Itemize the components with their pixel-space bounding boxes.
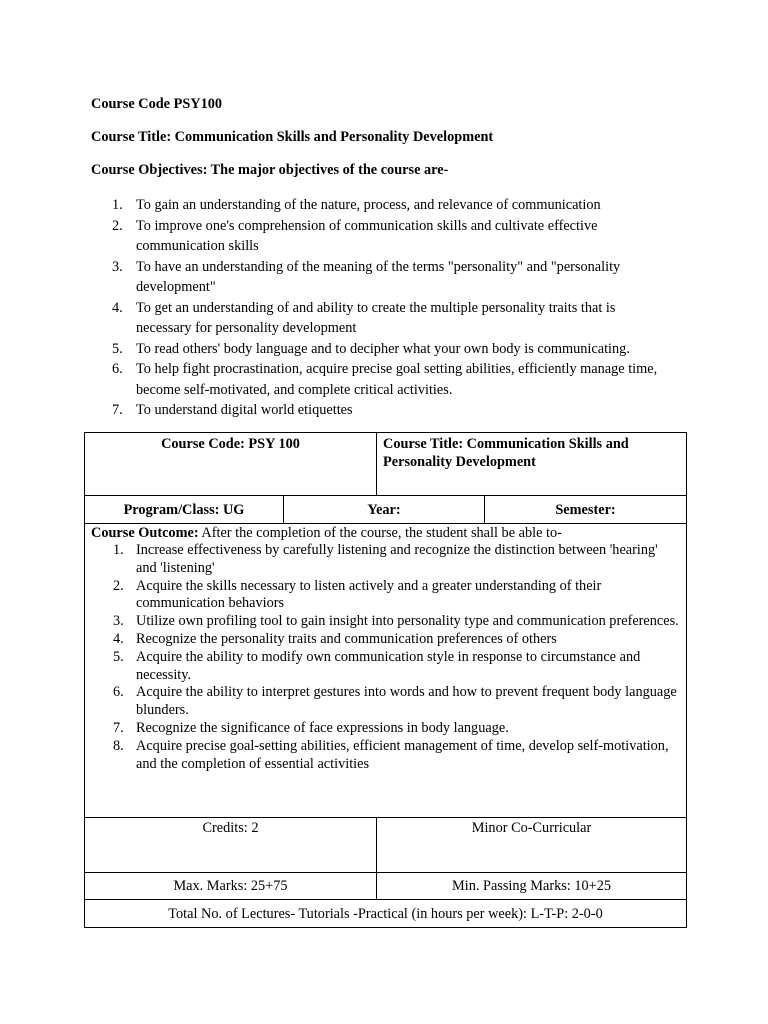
outcome-item — [91, 720, 680, 738]
objective-number: 6. — [112, 361, 123, 377]
outcome-item — [91, 613, 680, 631]
outcome-text: Acquire the skills necessary to listen actively and a greater understanding of their communication behaviors — [136, 577, 602, 612]
objective-item — [91, 298, 671, 339]
objective-number: 5. — [112, 340, 123, 357]
outcome-number: 7. — [113, 719, 124, 736]
course-code-heading: Course Code PSY100 — [91, 96, 223, 112]
outcome-item — [91, 542, 680, 578]
table-row — [85, 524, 687, 818]
outcomes-list — [91, 542, 680, 773]
objective-number: 7. — [112, 402, 123, 418]
year-cell: Year: — [284, 496, 485, 524]
outcome-text: Increase effectiveness by carefully listening and recognize the distinction between 'hearing' and 'listening' — [136, 542, 658, 576]
outcome-item — [91, 631, 680, 649]
credits-cell: Credits: 2 — [85, 818, 377, 873]
objective-item — [91, 195, 671, 216]
outcome-number: 3. — [113, 613, 124, 630]
outcome-number: 2. — [113, 577, 124, 594]
outcome-text: Recognize the personality traits and communication preferences of others — [136, 630, 557, 647]
table-row — [85, 900, 687, 928]
table-row — [85, 433, 687, 496]
objective-number: 1. — [112, 197, 123, 213]
table-course-title: Course Title: Communication Skills and Personality Development — [377, 433, 687, 496]
objective-item — [91, 400, 671, 421]
outcome-number: 1. — [113, 542, 124, 558]
course-objectives-heading: Course Objectives: The major objectives of the course are- — [91, 162, 449, 178]
course-outcome-intro-text: After the completion of the course, the student shall be able to- — [198, 525, 562, 541]
outcome-item — [91, 578, 680, 614]
table-row — [85, 873, 687, 900]
max-marks-cell: Max. Marks: 25+75 — [85, 873, 377, 900]
outcome-item — [91, 738, 680, 774]
objective-text: To help fight procrastination, acquire precise goal setting abilities, efficiently manage time, become self-motivated, and complete critical activities. — [136, 361, 658, 398]
outcome-text: Recognize the significance of face expressions in body language. — [136, 719, 509, 736]
objective-number: 2. — [112, 217, 123, 234]
objective-item — [91, 339, 671, 360]
outcome-text: Acquire precise goal-setting abilities, efficient management of time, develop self-motivation, and the completion of essential activities — [136, 737, 669, 772]
table-row — [85, 496, 687, 524]
outcome-item — [91, 684, 680, 720]
objective-text: To read others' body language and to decipher what your own body is communicating. — [136, 340, 630, 357]
course-outcome-intro — [91, 524, 680, 542]
min-passing-marks-cell: Min. Passing Marks: 10+25 — [377, 873, 687, 900]
outcome-item — [91, 649, 680, 685]
objective-item — [91, 257, 671, 298]
course-title-heading: Course Title: Communication Skills and Personality Development — [91, 129, 494, 145]
minor-cocurricular-cell: Minor Co-Curricular — [377, 818, 687, 873]
objective-text: To have an understanding of the meaning of the terms "personality" and "personality development" — [136, 258, 621, 295]
course-outcome-cell — [85, 524, 687, 818]
program-class-cell: Program/Class: UG — [85, 496, 284, 524]
objective-text: To improve one's comprehension of communication skills and cultivate effective communication skills — [136, 217, 598, 254]
semester-cell: Semester: — [485, 496, 687, 524]
table-course-code: Course Code: PSY 100 — [85, 433, 377, 496]
objective-text: To gain an understanding of the nature, process, and relevance of communication — [136, 197, 601, 213]
outcome-text: Acquire the ability to modify own communication style in response to circumstance and necessity. — [136, 648, 641, 683]
course-outcome-label: Course Outcome: — [91, 525, 199, 541]
course-details-table — [84, 432, 687, 928]
outcome-number: 6. — [113, 684, 124, 701]
outcome-text: Utilize own profiling tool to gain insight into personality type and communication preferences. — [136, 613, 679, 630]
objectives-list — [91, 195, 671, 421]
objective-number: 4. — [112, 299, 123, 316]
table-row — [85, 818, 687, 873]
lectures-cell: Total No. of Lectures- Tutorials -Practical (in hours per week): L-T-P: 2-0-0 — [85, 900, 687, 928]
objective-text: To get an understanding of and ability to create the multiple personality traits that is necessary for personality development — [136, 299, 616, 336]
outcome-number: 5. — [113, 648, 124, 665]
objective-number: 3. — [112, 258, 123, 275]
outcome-number: 8. — [113, 737, 124, 754]
objective-item — [91, 216, 671, 257]
outcome-text: Acquire the ability to interpret gestures into words and how to prevent frequent body language blunders. — [136, 684, 677, 719]
objective-item — [91, 359, 671, 400]
outcome-number: 4. — [113, 630, 124, 647]
objective-text: To understand digital world etiquettes — [136, 402, 353, 418]
